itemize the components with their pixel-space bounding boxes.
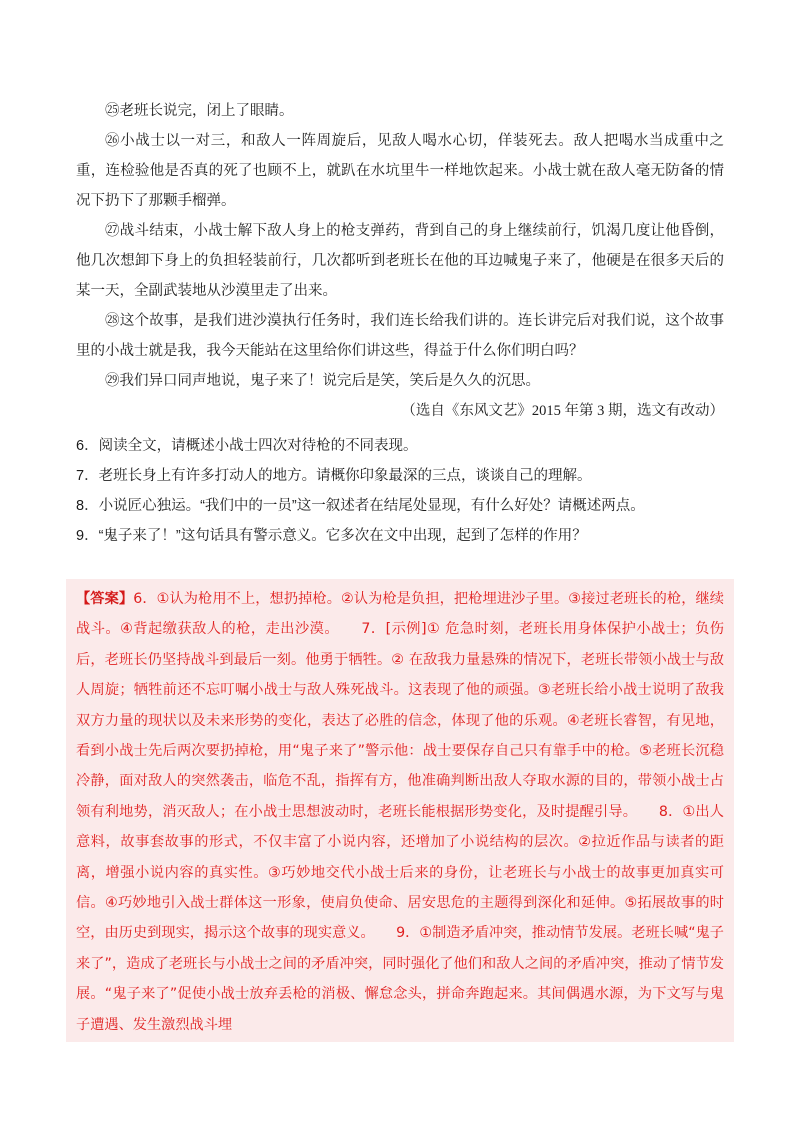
answer-section [76,584,724,1040]
story-text [76,96,724,426]
answer-label: 【答案】 [76,591,134,607]
question-7: 7．老班长身上有许多打动人的地方。请概你印象最深的三点，谈谈自己的理解。 [76,468,592,484]
answer-text: 6．①认为枪用不上，想扔掉枪。②认为枪是负担，把枪埋进沙子里。③接过老班长的枪，继续战斗。④背起缴获敌人的枪，走出沙漠。 7．[示例]① 危急时刻，老班长用身体保护小战士；负伤后，老班长仍坚持战斗到最后一刻。他勇于牺牲。② 在敌我力量悬殊的情况下，老班长带领小战士与敌人周旋；牺牲前还不忘叮嘱小战士与敌人殊死战斗。这表现了他的顽强。③老班长给小战士说明了敌我双方力量的现状以及未来形势的变化，表达了必胜的信念，体现了他的乐观。④老班长睿智，有见地，看到小战士先后两次要扔掉枪，用“鬼子来了”警示他：战士要保存自己只有靠手中的枪。⑤老班长沉稳冷静，面对敌人的突然袭击，临危不乱，指挥有方，他准确判断出敌人夺取水源的目的，带领小战士占领有利地势，消灭敌人；在小战士思想波动时，老班长能根据形势变化，及时提醒引导。 8．①出人意料，故事套故事的形式，不仅丰富了小说内容，还增加了小说结构的层次。②拉近作品与读者的距离，增强小说内容的真实性。③巧妙地交代小战士后来的身份，让老班长与小战士的故事更加真实可信。④巧妙地引入战士群体这一形象，使肩负使命、居安思危的主题得到深化和延伸。⑤拓展故事的时空，由历史到现实，揭示这个故事的现实意义。 9．①制造矛盾冲突，推动情节发展。老班长喊“鬼子来了”，造成了老班长与小战士之间的矛盾冲突，同时强化了他们和敌人之间的矛盾冲突，推动了情节发展。“鬼子来了”促使小战士放弃丢枪的消极、懈怠念头，拼命奔跑起来。其间偶遇水源，为下文写与鬼子遭遇、发生激烈战斗埋 [76,591,724,1033]
story-paragraph-27: ㉗战斗结束，小战士解下敌人身上的枪支弹药，背到自己的身上继续前行，饥渴几度让他昏倒，他几次想卸下身上的负担轻装前行，几次都听到老班长在他的耳边喊鬼子来了，他硬是在很多天后的某一天，全副武装地从沙漠里走了出来。 [76,223,724,299]
question-9: 9．“鬼子来了！”这句话具有警示意义。它多次在文中出现，起到了怎样的作用？ [76,528,587,544]
story-paragraph-25: ㉕老班长说完，闭上了眼睛。 [105,103,294,119]
source-citation: （选自《东风文艺》2015 年第 3 期，选文有改动） [401,403,724,419]
story-paragraph-26: ㉖小战士以一对三，和敌人一阵周旋后，见敌人喝水心切，佯装死去。敌人把喝水当成重中之重，连检验他是否真的死了也顾不上，就趴在水坑里牛一样地饮起来。小战士就在敌人毫无防备的情况下扔下了那颗手榴弹。 [76,133,724,209]
question-list [76,431,724,551]
story-paragraph-28: ㉘这个故事，是我们进沙漠执行任务时，我们连长给我们讲的。连长讲完后对我们说，这个故事里的小战士就是我，我今天能站在这里给你们讲这些，得益于什么你们明白吗？ [76,313,724,359]
question-8: 8．小说匠心独运。“我们中的一员”这一叙述者在结尾处显现，有什么好处？请概述两点。 [76,498,645,514]
question-6: 6．阅读全文，请概述小战士四次对待枪的不同表现。 [76,438,418,454]
story-paragraph-29: ㉙我们异口同声地说，鬼子来了！说完后是笑，笑后是久久的沉思。 [105,373,540,389]
